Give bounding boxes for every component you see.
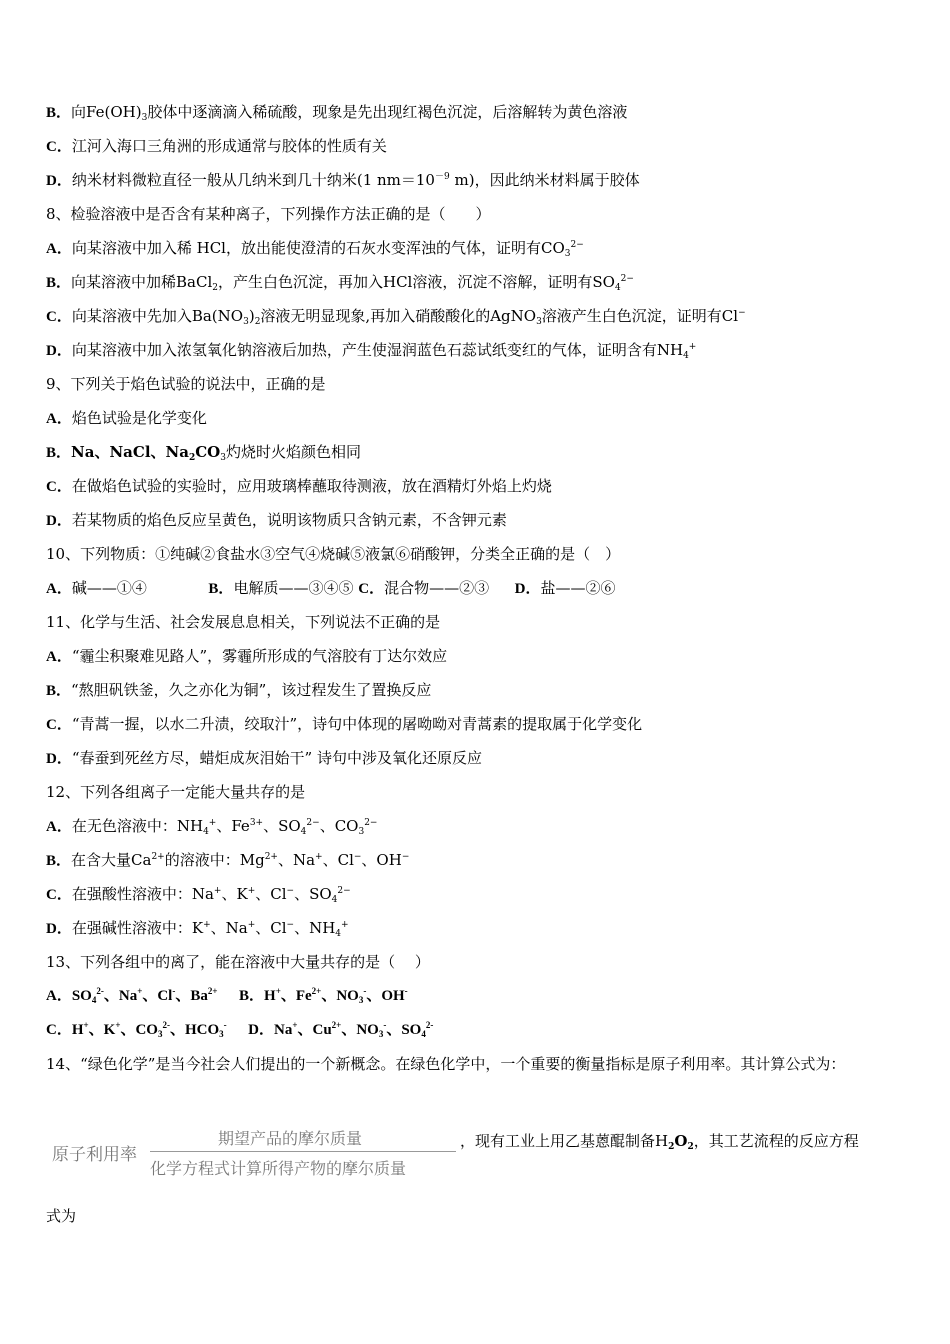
q10-options: A．碱——①④ B．电解质——③④⑤ C．混合物——②③ D．盐——②⑥ — [46, 579, 616, 597]
q7-option-b: B．向$Fe(OH)_3$胶体中逐滴滴入稀硫酸，现象是先出现红褐色沉淀，后溶解转为黄色溶液 — [46, 103, 628, 123]
q14-continuation: 式为 — [46, 1207, 77, 1225]
fraction-bar — [150, 1151, 456, 1152]
q9-option-d: D．若某物质的焰色反应呈黄色，说明该物质只含钠元素，不含钾元素 — [46, 511, 507, 529]
q8-option-c: C．向某溶液中先加入$Ba(NO_3)_2$溶液无明显现象,再加入硝酸酸化的AgNO$_3$溶液产生白色沉淀，证明有Cl− — [46, 307, 746, 327]
q12-option-c: C．在强酸性溶液中：Na+、K+、Cl−、$SO_4^{2-}$ — [46, 885, 351, 905]
q7-option-d: D．纳米材料微粒直径一般从几纳米到几十纳米(1 $nm=10^{-9}$ m)，因此纳米材料属于胶体 — [46, 171, 640, 189]
q7-option-c: C．江河入海口三角洲的形成通常与胶体的性质有关 — [46, 137, 387, 155]
formula-label: 原子利用率 — [52, 1145, 137, 1165]
formula-denominator: 化学方程式计算所得产物的摩尔质量 — [150, 1159, 407, 1178]
q8-option-b: B．向某溶液中加稀BaCl$_2$，产生白色沉淀，再加入HCl溶液，沉淀不溶解，证明有$SO_4^{2-}$ — [46, 273, 634, 293]
q12-stem: 12、下列各组离子一定能大量共存的是 — [46, 783, 306, 801]
q13-options-cd: C．H+、K+、$CO_3^{2-}$、$HCO_3^-$ D．Na+、$Cu^{2+}$、$NO_3^-$、$SO_4^{2-}$ — [46, 1020, 434, 1039]
q13-stem: 13、下列各组中的离了，能在溶液中大量共存的是（ ） — [46, 953, 430, 971]
q11-stem: 11、化学与生活、社会发展息息相关，下列说法不正确的是 — [46, 613, 441, 631]
q13-options-ab: A．$SO_4^{2-}$、Na+、Cl-、$Ba^{2+}$ B．H+、$Fe^{2+}$、$NO_3^-$、OH- — [46, 986, 408, 1005]
q14-stem: 14、“绿色化学”是当今社会人们提出的一个新概念。在绿色化学中，一个重要的衡量指标是原子利用率。其计算公式为： — [46, 1055, 846, 1073]
q12-option-d: D．在强碱性溶液中：K+、Na+、Cl−、$NH_4^+$ — [46, 919, 349, 939]
q12-option-b: B．在含大量$Ca^{2+}$的溶液中：$Mg^{2+}$、Na+、Cl−、OH− — [46, 851, 410, 869]
q12-option-a: A．在无色溶液中：$NH_4^+$、$Fe^{3+}$、$SO_4^{2-}$、$CO_3^{2-}$ — [46, 817, 378, 837]
formula-trailing-text: ，现有工业上用乙基蒽醌制备$H_2O_2$，其工艺流程的反应方程 — [460, 1132, 859, 1152]
q9-stem: 9、下列关于焰色试验的说法中，正确的是 — [46, 375, 326, 393]
q11-option-c: C．“青蒿一握，以水二升渍，绞取汁”，诗句中体现的屠呦呦对青蒿素的提取属于化学变化 — [46, 715, 643, 733]
q10-stem: 10、下列物质：①纯碱②食盐水③空气④烧碱⑤液氯⑥硝酸钾，分类全正确的是（ ） — [46, 545, 621, 563]
atom-utilization-formula — [46, 1120, 926, 1180]
q8-option-a: A．向某溶液中加入稀 HCl，放出能使澄清的石灰水变浑浊的气体，证明有$CO_3^{2-}$ — [46, 239, 584, 259]
q11-option-b: B．“熬胆矾铁釜，久之亦化为铜”，该过程发生了置换反应 — [46, 681, 432, 699]
q11-option-a: A．“霾尘积聚难见路人”，雾霾所形成的气溶胶有丁达尔效应 — [46, 647, 448, 665]
q9-option-c: C．在做焰色试验的实验时，应用玻璃棒蘸取待测液，放在酒精灯外焰上灼烧 — [46, 477, 552, 495]
q9-option-a: A．焰色试验是化学变化 — [46, 409, 207, 427]
q9-option-b: B．Na、NaCl、$Na_2CO_3$灼烧时火焰颜色相同 — [46, 443, 361, 463]
q8-option-d: D．向某溶液中加入浓氢氧化钠溶液后加热，产生使湿润蓝色石蕊试纸变红的气体，证明含有$NH_4^+$ — [46, 341, 697, 361]
q8-stem: 8、检验溶液中是否含有某种离子，下列操作方法正确的是（ ） — [46, 205, 491, 223]
formula-numerator: 期望产品的摩尔质量 — [218, 1129, 363, 1148]
q11-option-d: D．“春蚕到死丝方尽，蜡炬成灰泪始干” 诗句中涉及氧化还原反应 — [46, 749, 482, 767]
